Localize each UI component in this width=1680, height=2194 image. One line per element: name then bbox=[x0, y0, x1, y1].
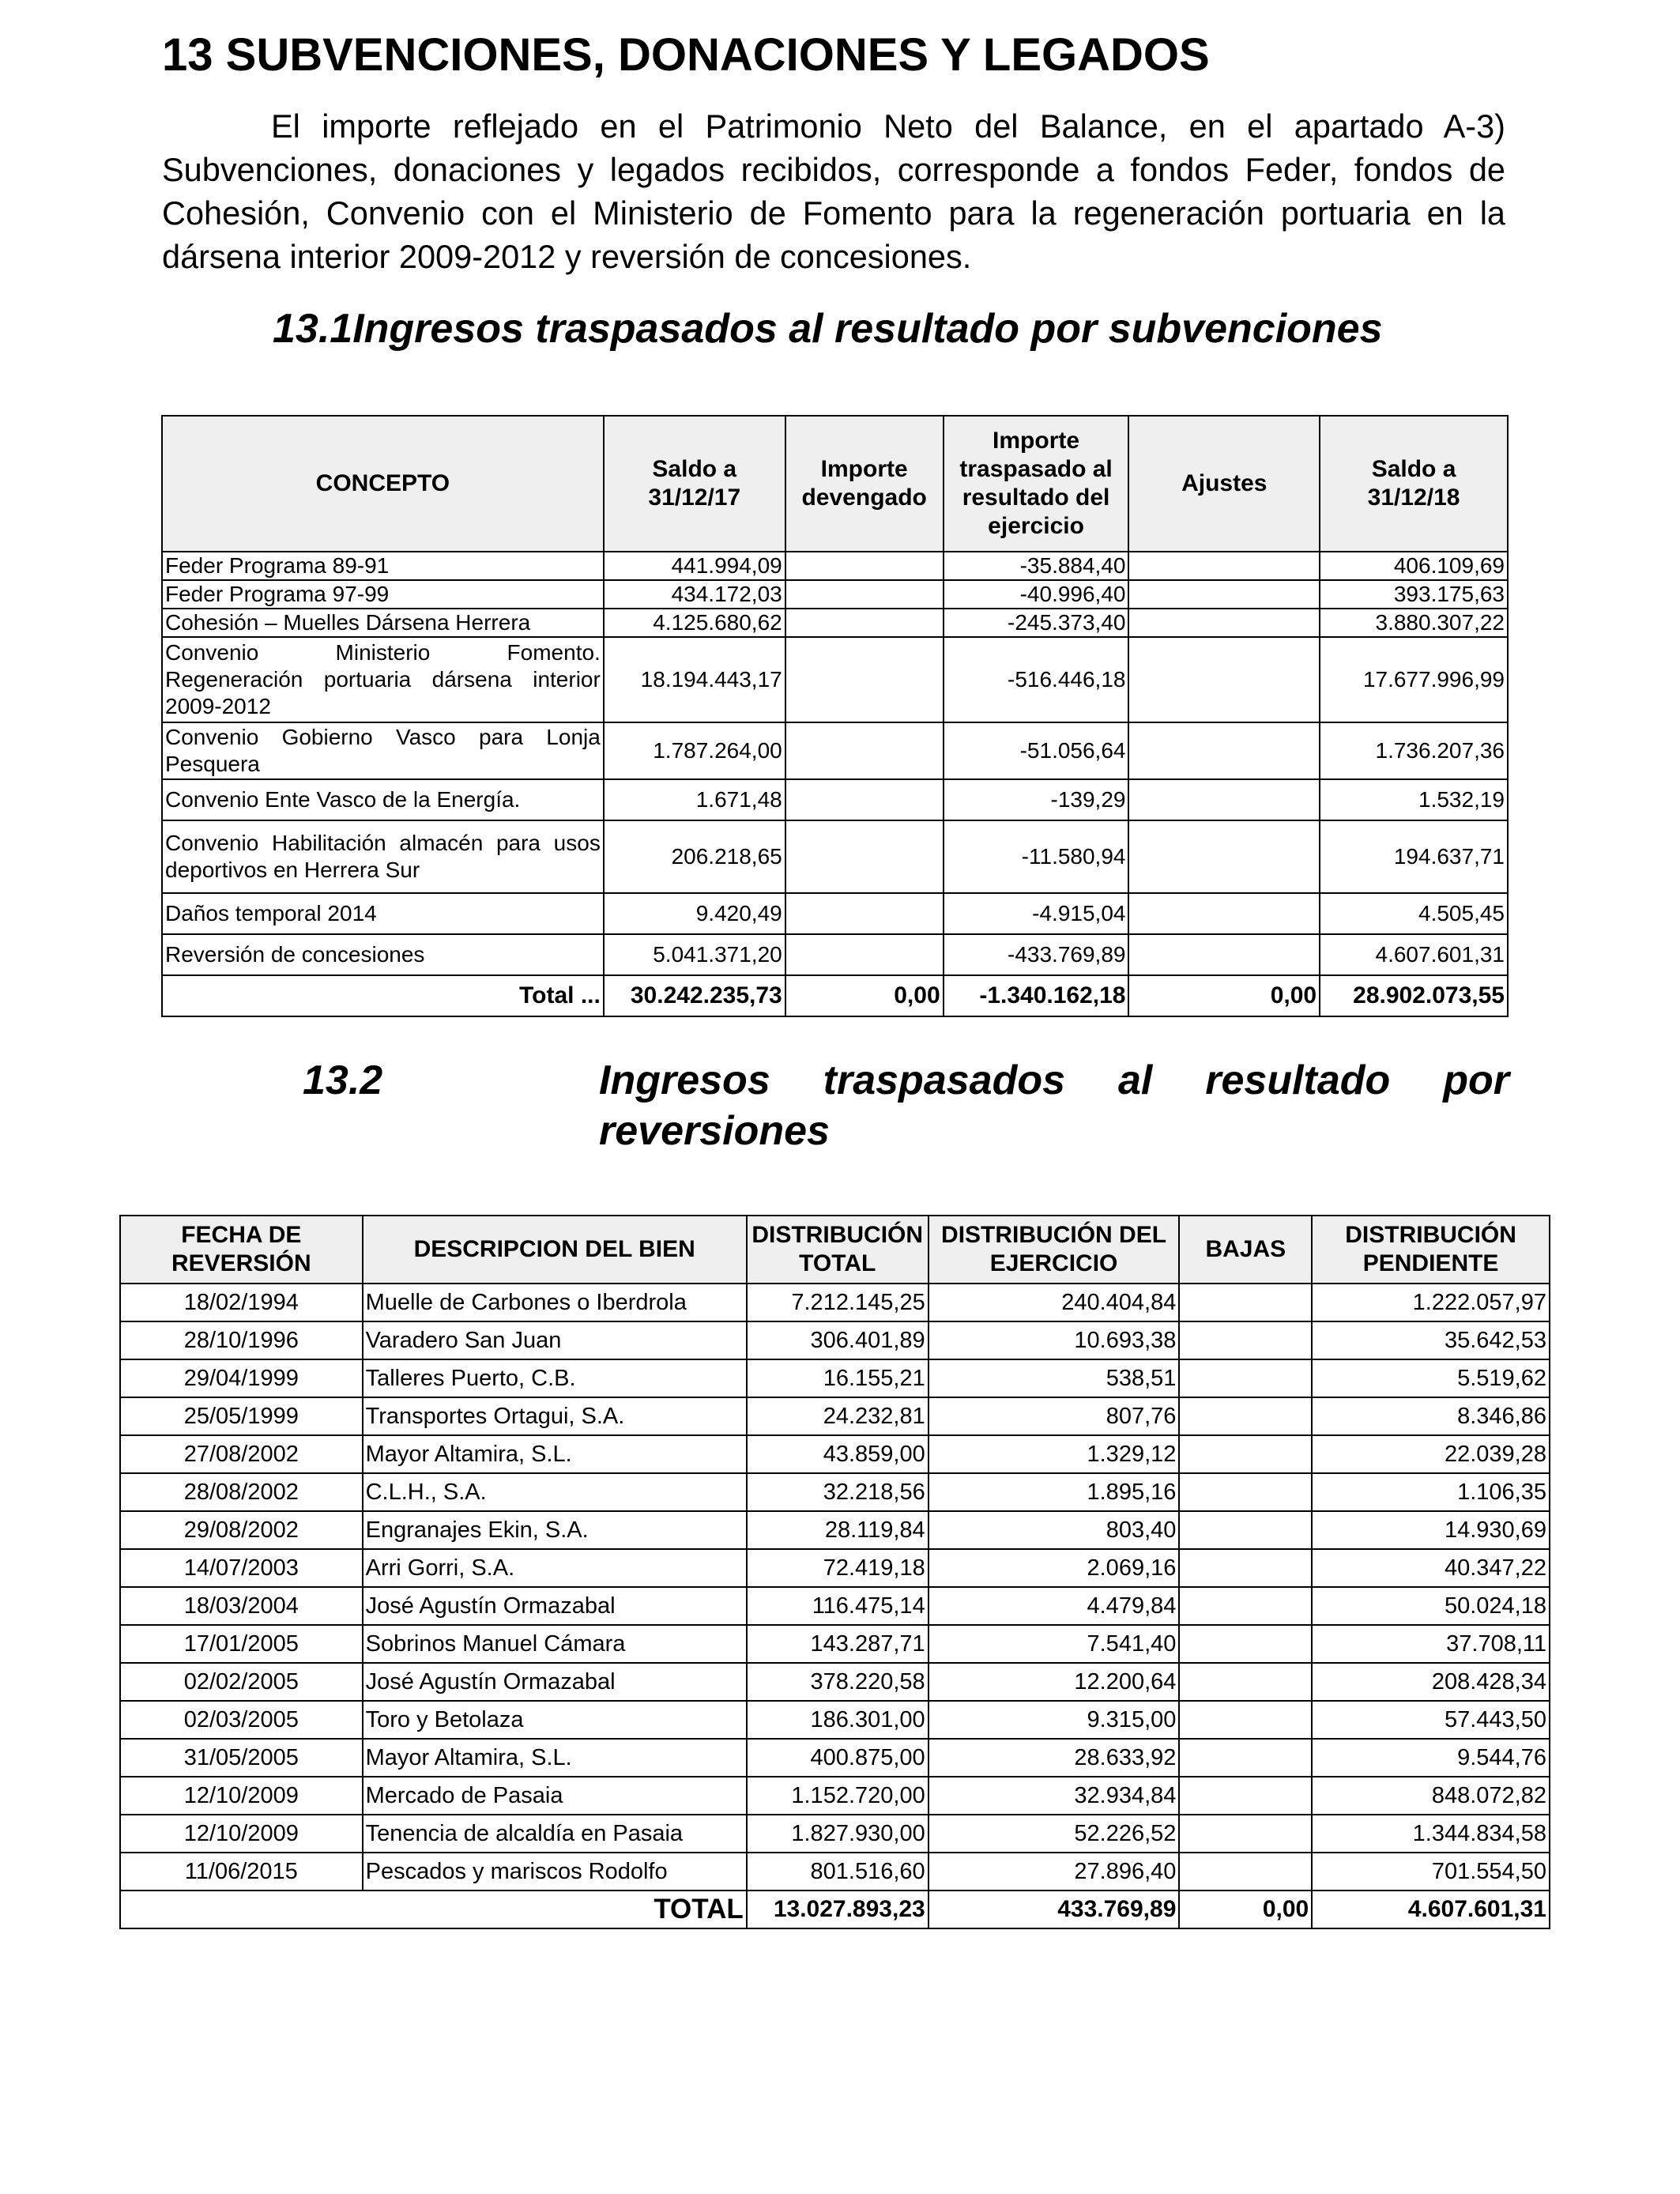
concept-cell: Cohesión – Muelles Dársena Herrera bbox=[162, 609, 604, 637]
table-row bbox=[162, 893, 1508, 934]
header-fecha: FECHA DE REVERSIÓN bbox=[120, 1216, 363, 1284]
amount-cell: 18.194.443,17 bbox=[604, 637, 785, 722]
total-label: Total ... bbox=[162, 975, 604, 1016]
section-title-line-1: Ingresos traspasados al resultado por bbox=[599, 1057, 1509, 1103]
total-label: TOTAL bbox=[120, 1891, 747, 1928]
total-amount-cell: 4.607.601,31 bbox=[1312, 1891, 1550, 1928]
amount-cell: 32.218,56 bbox=[747, 1473, 929, 1511]
amount-cell: 194.637,71 bbox=[1320, 820, 1508, 893]
table-row bbox=[120, 1549, 1550, 1587]
amount-cell: 1.344.834,58 bbox=[1312, 1815, 1550, 1853]
amount-cell bbox=[1179, 1625, 1312, 1663]
amount-cell: 43.859,00 bbox=[747, 1435, 929, 1473]
amount-cell: 7.541,40 bbox=[929, 1625, 1180, 1663]
date-cell: 28/10/1996 bbox=[120, 1321, 363, 1359]
section-number: 13.2 bbox=[303, 1057, 383, 1103]
description-cell: Talleres Puerto, C.B. bbox=[363, 1359, 747, 1397]
amount-cell: 1.222.057,97 bbox=[1312, 1284, 1550, 1321]
intro-paragraph bbox=[162, 104, 1505, 278]
header-importe-traspasado: Importe traspasado al resultado del ejercicio bbox=[944, 416, 1129, 552]
amount-cell: -516.446,18 bbox=[944, 637, 1129, 722]
amount-cell bbox=[1179, 1701, 1312, 1739]
date-cell: 18/02/1994 bbox=[120, 1284, 363, 1321]
description-cell: José Agustín Ormazabal bbox=[363, 1587, 747, 1625]
amount-cell bbox=[1179, 1815, 1312, 1853]
amount-cell bbox=[1179, 1511, 1312, 1549]
subvenciones-table bbox=[161, 415, 1509, 1017]
total-amount-cell: 0,00 bbox=[1179, 1891, 1312, 1928]
amount-cell bbox=[1179, 1739, 1312, 1777]
concept-cell: Convenio Ministerio Fomento. Regeneración portuaria dársena interior 2009-2012 bbox=[162, 637, 604, 722]
amount-cell bbox=[785, 580, 944, 609]
table-row bbox=[120, 1359, 1550, 1397]
concept-cell: Convenio Ente Vasco de la Energía. bbox=[162, 779, 604, 820]
amount-cell: 5.519,62 bbox=[1312, 1359, 1550, 1397]
amount-cell: 1.329,12 bbox=[929, 1435, 1180, 1473]
date-cell: 12/10/2009 bbox=[120, 1815, 363, 1853]
amount-cell bbox=[1128, 820, 1320, 893]
amount-cell: 14.930,69 bbox=[1312, 1511, 1550, 1549]
amount-cell: 5.041.371,20 bbox=[604, 934, 785, 975]
amount-cell bbox=[1179, 1587, 1312, 1625]
amount-cell: 22.039,28 bbox=[1312, 1435, 1550, 1473]
amount-cell: -40.996,40 bbox=[944, 580, 1129, 609]
amount-cell: 9.544,76 bbox=[1312, 1739, 1550, 1777]
amount-cell: 7.212.145,25 bbox=[747, 1284, 929, 1321]
date-cell: 02/02/2005 bbox=[120, 1663, 363, 1701]
total-amount-cell: 30.242.235,73 bbox=[604, 975, 785, 1016]
date-cell: 12/10/2009 bbox=[120, 1777, 363, 1815]
date-cell: 25/05/1999 bbox=[120, 1397, 363, 1435]
amount-cell: 186.301,00 bbox=[747, 1701, 929, 1739]
amount-cell bbox=[1128, 637, 1320, 722]
amount-cell bbox=[785, 609, 944, 637]
amount-cell bbox=[1128, 580, 1320, 609]
amount-cell bbox=[1179, 1853, 1312, 1891]
table-row bbox=[162, 722, 1508, 779]
amount-cell: -4.915,04 bbox=[944, 893, 1129, 934]
amount-cell: 143.287,71 bbox=[747, 1625, 929, 1663]
amount-cell bbox=[785, 637, 944, 722]
table-row bbox=[120, 1397, 1550, 1435]
amount-cell bbox=[785, 552, 944, 580]
amount-cell bbox=[1128, 609, 1320, 637]
amount-cell bbox=[785, 893, 944, 934]
amount-cell: -245.373,40 bbox=[944, 609, 1129, 637]
table-row bbox=[162, 934, 1508, 975]
total-amount-cell: 433.769,89 bbox=[929, 1891, 1180, 1928]
description-cell: Toro y Betolaza bbox=[363, 1701, 747, 1739]
table-row bbox=[162, 609, 1508, 637]
description-cell: Mayor Altamira, S.L. bbox=[363, 1435, 747, 1473]
amount-cell: 4.479,84 bbox=[929, 1587, 1180, 1625]
amount-cell: 1.787.264,00 bbox=[604, 722, 785, 779]
table-row bbox=[120, 1473, 1550, 1511]
amount-cell: 116.475,14 bbox=[747, 1587, 929, 1625]
header-distribucion-pendiente: DISTRIBUCIÓN PENDIENTE bbox=[1312, 1216, 1550, 1284]
amount-cell: 16.155,21 bbox=[747, 1359, 929, 1397]
amount-cell bbox=[1179, 1549, 1312, 1587]
amount-cell bbox=[1179, 1777, 1312, 1815]
amount-cell bbox=[1179, 1359, 1312, 1397]
amount-cell bbox=[1179, 1435, 1312, 1473]
date-cell: 28/08/2002 bbox=[120, 1473, 363, 1511]
table-header-row bbox=[120, 1216, 1550, 1284]
total-amount-cell: 0,00 bbox=[785, 975, 944, 1016]
amount-cell: 24.232,81 bbox=[747, 1397, 929, 1435]
table-row bbox=[120, 1815, 1550, 1853]
amount-cell: 1.736.207,36 bbox=[1320, 722, 1508, 779]
date-cell: 18/03/2004 bbox=[120, 1587, 363, 1625]
table-row bbox=[120, 1777, 1550, 1815]
amount-cell: 17.677.996,99 bbox=[1320, 637, 1508, 722]
description-cell: Varadero San Juan bbox=[363, 1321, 747, 1359]
amount-cell: 27.896,40 bbox=[929, 1853, 1180, 1891]
amount-cell bbox=[785, 779, 944, 820]
concept-cell: Reversión de concesiones bbox=[162, 934, 604, 975]
amount-cell: 538,51 bbox=[929, 1359, 1180, 1397]
amount-cell bbox=[785, 722, 944, 779]
reversiones-table bbox=[119, 1215, 1550, 1929]
amount-cell: 378.220,58 bbox=[747, 1663, 929, 1701]
header-concepto: CONCEPTO bbox=[162, 416, 604, 552]
amount-cell: 50.024,18 bbox=[1312, 1587, 1550, 1625]
table-row bbox=[120, 1701, 1550, 1739]
concept-cell: Convenio Gobierno Vasco para Lonja Pesquera bbox=[162, 722, 604, 779]
amount-cell: 4.505,45 bbox=[1320, 893, 1508, 934]
amount-cell bbox=[1179, 1284, 1312, 1321]
amount-cell: 393.175,63 bbox=[1320, 580, 1508, 609]
description-cell: Mayor Altamira, S.L. bbox=[363, 1739, 747, 1777]
amount-cell: 40.347,22 bbox=[1312, 1549, 1550, 1587]
amount-cell bbox=[1128, 722, 1320, 779]
amount-cell: 1.152.720,00 bbox=[747, 1777, 929, 1815]
amount-cell: 400.875,00 bbox=[747, 1739, 929, 1777]
amount-cell bbox=[1179, 1663, 1312, 1701]
amount-cell: -35.884,40 bbox=[944, 552, 1129, 580]
amount-cell bbox=[1128, 552, 1320, 580]
amount-cell: 208.428,34 bbox=[1312, 1663, 1550, 1701]
description-cell: Arri Gorri, S.A. bbox=[363, 1549, 747, 1587]
amount-cell: -51.056,64 bbox=[944, 722, 1129, 779]
table-row bbox=[120, 1435, 1550, 1473]
header-ajustes: Ajustes bbox=[1128, 416, 1320, 552]
concept-cell: Feder Programa 97-99 bbox=[162, 580, 604, 609]
amount-cell: -433.769,89 bbox=[944, 934, 1129, 975]
description-cell: Engranajes Ekin, S.A. bbox=[363, 1511, 747, 1549]
amount-cell: 441.994,09 bbox=[604, 552, 785, 580]
date-cell: 29/04/1999 bbox=[120, 1359, 363, 1397]
table-row bbox=[120, 1321, 1550, 1359]
amount-cell: 306.401,89 bbox=[747, 1321, 929, 1359]
table-row bbox=[162, 779, 1508, 820]
concept-cell: Feder Programa 89-91 bbox=[162, 552, 604, 580]
amount-cell: 37.708,11 bbox=[1312, 1625, 1550, 1663]
table-row bbox=[120, 1284, 1550, 1321]
date-cell: 27/08/2002 bbox=[120, 1435, 363, 1473]
amount-cell bbox=[1128, 779, 1320, 820]
description-cell: C.L.H., S.A. bbox=[363, 1473, 747, 1511]
amount-cell: -139,29 bbox=[944, 779, 1129, 820]
amount-cell: 9.315,00 bbox=[929, 1701, 1180, 1739]
table-row bbox=[162, 552, 1508, 580]
amount-cell bbox=[1179, 1473, 1312, 1511]
amount-cell: 807,76 bbox=[929, 1397, 1180, 1435]
amount-cell: 35.642,53 bbox=[1312, 1321, 1550, 1359]
section-title-line-2: reversiones bbox=[599, 1108, 830, 1154]
header-descripcion: DESCRIPCION DEL BIEN bbox=[363, 1216, 747, 1284]
amount-cell: 406.109,69 bbox=[1320, 552, 1508, 580]
amount-cell: 1.671,48 bbox=[604, 779, 785, 820]
header-distribucion-total: DISTRIBUCIÓN TOTAL bbox=[747, 1216, 929, 1284]
header-bajas: BAJAS bbox=[1179, 1216, 1312, 1284]
amount-cell: 434.172,03 bbox=[604, 580, 785, 609]
date-cell: 02/03/2005 bbox=[120, 1701, 363, 1739]
total-amount-cell: 0,00 bbox=[1128, 975, 1320, 1016]
description-cell: Tenencia de alcaldía en Pasaia bbox=[363, 1815, 747, 1853]
header-importe-devengado: Importe devengado bbox=[785, 416, 944, 552]
date-cell: 29/08/2002 bbox=[120, 1511, 363, 1549]
intro-text: El importe reflejado en el Patrimonio Neto del Balance, en el apartado A-3) Subvenciones, donaciones y legados recibidos, corresponde a fondos Feder, fondos de Cohesión, Convenio con el Ministerio de Fomento para la regeneración portuaria en la dársena interior 2009-2012 y reversión de concesiones. bbox=[162, 107, 1505, 275]
amount-cell: 52.226,52 bbox=[929, 1815, 1180, 1853]
amount-cell: 28.119,84 bbox=[747, 1511, 929, 1549]
description-cell: Sobrinos Manuel Cámara bbox=[363, 1625, 747, 1663]
amount-cell bbox=[785, 820, 944, 893]
description-cell: Pescados y mariscos Rodolfo bbox=[363, 1853, 747, 1891]
amount-cell: 8.346,86 bbox=[1312, 1397, 1550, 1435]
table-row bbox=[120, 1625, 1550, 1663]
section-13-1-title: 13.1Ingresos traspasados al resultado por subvenciones bbox=[273, 306, 1383, 352]
table-row bbox=[162, 637, 1508, 722]
amount-cell: 4.125.680,62 bbox=[604, 609, 785, 637]
amount-cell bbox=[1179, 1321, 1312, 1359]
amount-cell: -11.580,94 bbox=[944, 820, 1129, 893]
amount-cell: 701.554,50 bbox=[1312, 1853, 1550, 1891]
amount-cell: 1.532,19 bbox=[1320, 779, 1508, 820]
date-cell: 17/01/2005 bbox=[120, 1625, 363, 1663]
amount-cell: 206.218,65 bbox=[604, 820, 785, 893]
table-row bbox=[162, 820, 1508, 893]
amount-cell: 10.693,38 bbox=[929, 1321, 1180, 1359]
amount-cell: 3.880.307,22 bbox=[1320, 609, 1508, 637]
amount-cell: 2.069,16 bbox=[929, 1549, 1180, 1587]
amount-cell: 801.516,60 bbox=[747, 1853, 929, 1891]
date-cell: 14/07/2003 bbox=[120, 1549, 363, 1587]
concept-cell: Convenio Habilitación almacén para usos deportivos en Herrera Sur bbox=[162, 820, 604, 893]
amount-cell: 240.404,84 bbox=[929, 1284, 1180, 1321]
table-row bbox=[120, 1853, 1550, 1891]
amount-cell bbox=[1128, 893, 1320, 934]
amount-cell bbox=[785, 934, 944, 975]
description-cell: José Agustín Ormazabal bbox=[363, 1663, 747, 1701]
table-row bbox=[162, 580, 1508, 609]
amount-cell: 848.072,82 bbox=[1312, 1777, 1550, 1815]
total-row bbox=[120, 1891, 1550, 1928]
amount-cell bbox=[1179, 1397, 1312, 1435]
table-header-row bbox=[162, 416, 1508, 552]
table-row bbox=[120, 1739, 1550, 1777]
date-cell: 11/06/2015 bbox=[120, 1853, 363, 1891]
amount-cell: 803,40 bbox=[929, 1511, 1180, 1549]
total-amount-cell: -1.340.162,18 bbox=[944, 975, 1129, 1016]
amount-cell: 4.607.601,31 bbox=[1320, 934, 1508, 975]
total-amount-cell: 13.027.893,23 bbox=[747, 1891, 929, 1928]
table-row bbox=[120, 1587, 1550, 1625]
total-row bbox=[162, 975, 1508, 1016]
concept-cell: Daños temporal 2014 bbox=[162, 893, 604, 934]
table-row bbox=[120, 1663, 1550, 1701]
table-row bbox=[120, 1511, 1550, 1549]
amount-cell: 32.934,84 bbox=[929, 1777, 1180, 1815]
amount-cell: 12.200,64 bbox=[929, 1663, 1180, 1701]
header-saldo-18: Saldo a 31/12/18 bbox=[1320, 416, 1508, 552]
total-amount-cell: 28.902.073,55 bbox=[1320, 975, 1508, 1016]
amount-cell bbox=[1128, 934, 1320, 975]
description-cell: Muelle de Carbones o Iberdrola bbox=[363, 1284, 747, 1321]
header-saldo-17: Saldo a 31/12/17 bbox=[604, 416, 785, 552]
amount-cell: 72.419,18 bbox=[747, 1549, 929, 1587]
page-title: 13 SUBVENCIONES, DONACIONES Y LEGADOS bbox=[162, 29, 1210, 81]
description-cell: Transportes Ortagui, S.A. bbox=[363, 1397, 747, 1435]
amount-cell: 9.420,49 bbox=[604, 893, 785, 934]
amount-cell: 57.443,50 bbox=[1312, 1701, 1550, 1739]
amount-cell: 28.633,92 bbox=[929, 1739, 1180, 1777]
header-distribucion-ejercicio: DISTRIBUCIÓN DEL EJERCICIO bbox=[929, 1216, 1180, 1284]
description-cell: Mercado de Pasaia bbox=[363, 1777, 747, 1815]
amount-cell: 1.895,16 bbox=[929, 1473, 1180, 1511]
amount-cell: 1.827.930,00 bbox=[747, 1815, 929, 1853]
amount-cell: 1.106,35 bbox=[1312, 1473, 1550, 1511]
date-cell: 31/05/2005 bbox=[120, 1739, 363, 1777]
